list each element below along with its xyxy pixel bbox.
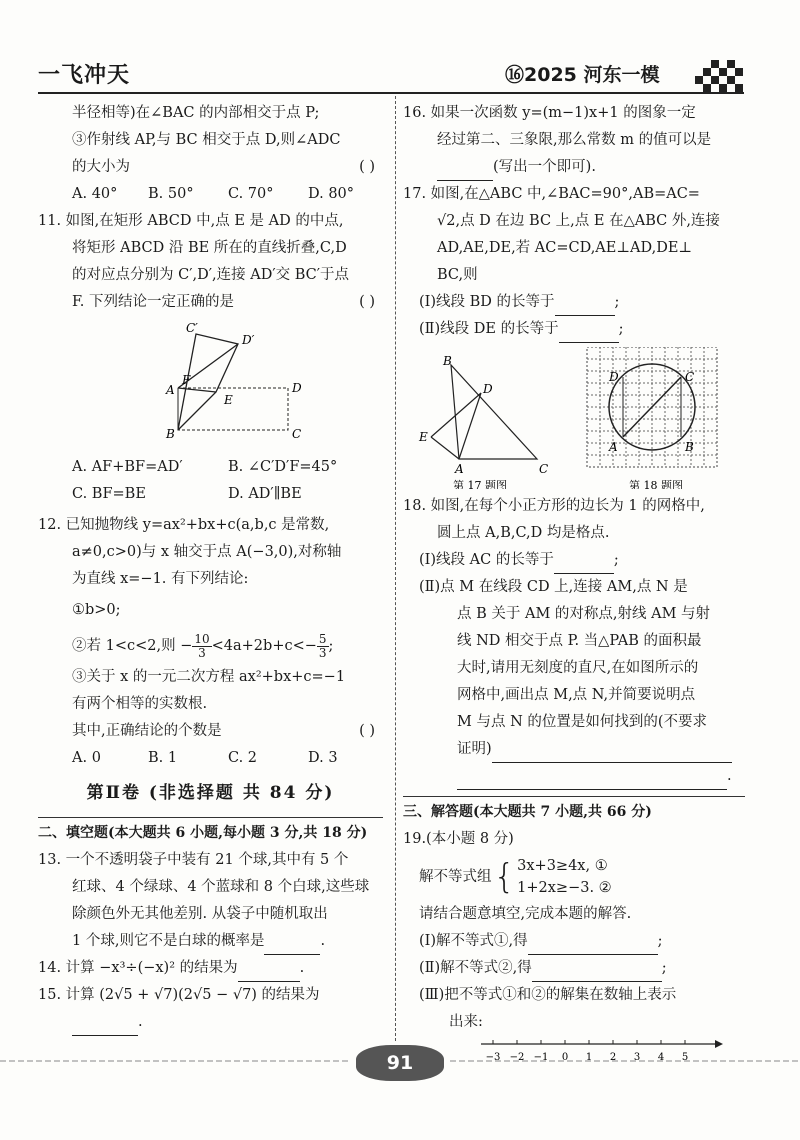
q18-ii-line: 大时,请用无刻度的直尺,在如图所示的 (457, 660, 699, 676)
label-c1: C′ (186, 321, 198, 335)
label-c: C (539, 462, 549, 476)
label-d: D (609, 370, 619, 384)
tick-label: 2 (609, 1052, 617, 1063)
fill-section-title: 二、填空题(本大题共 6 小题,每小题 3 分,共 18 分) (38, 817, 383, 847)
q17-line: 17. 如图,在△ABC 中,∠BAC=90°,AB=AC= (403, 186, 700, 202)
rectangle-abcd-dashed (178, 388, 288, 430)
q15-answer: . (38, 1009, 383, 1036)
label-a: A (166, 383, 175, 397)
q12-ask: 其中,正确结论的个数是 ( ) (38, 718, 383, 745)
q19-ii: (Ⅱ)解不等式②,得 ; (403, 955, 745, 982)
figures-17-18 (403, 347, 745, 489)
answer-blank[interactable] (532, 963, 662, 982)
q18-i: (Ⅰ)线段 AC 的长等于 ; (403, 547, 745, 574)
q11-options-row1 (38, 454, 383, 481)
q17-line: √2,点 D 在边 BC 上,点 E 在△ABC 外,连接 (437, 213, 720, 229)
q17-i: (Ⅰ)线段 BD 的长等于 ; (403, 289, 745, 316)
q19-iii: (Ⅲ)把不等式①和②的解集在数轴上表示 (419, 987, 677, 1003)
q11-options-row2 (38, 481, 383, 508)
tick-label: 5 (681, 1052, 689, 1063)
answer-blank[interactable] (492, 744, 732, 763)
q19-system: 解不等式组 { 3x+3≥4x, ① 1+2x≥−3. ② (419, 857, 612, 897)
answer-bracket[interactable]: ( ) (359, 294, 375, 310)
q13-line: 除颜色外无其他差别. 从袋子中随机取出 (72, 906, 328, 922)
label-d: D (483, 382, 493, 396)
answer-bracket[interactable]: ( ) (359, 159, 375, 175)
answer-blank[interactable] (559, 324, 619, 343)
option[interactable]: B. ∠C′D′F=45° (228, 459, 338, 475)
q17-ii: (Ⅱ)线段 DE 的长等于 ; (403, 316, 745, 343)
q18-ii-line: M 与点 N 的位置是如何找到的(不要求 (457, 714, 708, 730)
q16-line: 经过第二、三象限,那么常数 m 的值可以是 (437, 132, 712, 148)
q11-line: 的对应点分别为 C′,D′,连接 AD′交 BC′于点 (72, 267, 350, 283)
q10-options (38, 181, 383, 208)
tick-label: 0 (561, 1052, 569, 1063)
q16-line: (写出一个即可). (403, 154, 745, 181)
q18-ii-line: 点 B 关于 AM 的对称点,射线 AM 与射 (457, 606, 711, 622)
q11-line: F. 下列结论一定正确的是 ( ) (38, 289, 383, 316)
q18-line: 18. 如图,在每个小正方形的边长为 1 的网格中, (403, 498, 705, 514)
option[interactable]: D. AD′∥BE (228, 486, 302, 502)
q18-answer-line: . (403, 763, 745, 790)
header-rule (38, 92, 744, 94)
q15-line: 15. 计算 (2√5 + √7)(2√5 − √7) 的结果为 (38, 987, 320, 1003)
label-f: F (182, 373, 191, 387)
q19-i: (Ⅰ)解不等式①,得 ; (403, 928, 745, 955)
label-c: C (685, 370, 695, 384)
q13-line: 红球、4 个绿球、4 个蓝球和 8 个白球,这些球 (72, 879, 370, 895)
label-a: A (455, 462, 464, 476)
tick-label: −2 (509, 1052, 525, 1063)
option[interactable]: A. AF+BF=AD′ (72, 459, 183, 475)
q18-ii-line: 线 ND 相交于点 P. 当△PAB 的面积最 (457, 633, 702, 649)
tick-label: 4 (657, 1052, 665, 1063)
label-e: E (224, 393, 233, 407)
q10-line: ③作射线 AP,与 BC 相交于点 D,则∠ADC (72, 132, 341, 148)
q11-figure (38, 320, 383, 450)
segment-ae (178, 388, 216, 392)
q16-line: 16. 如果一次函数 y=(m−1)x+1 的图象一定 (403, 105, 696, 121)
tick-label: −3 (485, 1052, 501, 1063)
q10-line: 的大小为 ( ) (38, 154, 383, 181)
answer-blank[interactable] (238, 963, 300, 982)
tick-label: 1 (585, 1052, 593, 1063)
brace: { (493, 857, 516, 897)
q13-line: 13. 一个不透明袋子中装有 21 个球,其中有 5 个 (38, 852, 349, 868)
fraction: $\frac{10}{3}$ (194, 631, 210, 660)
option[interactable]: C. BF=BE (72, 486, 146, 502)
q12-item3: ③关于 x 的一元二次方程 ax²+bx+c=−1 (72, 669, 346, 685)
q13-line: 1 个球,则它不是白球的概率是 . (38, 928, 383, 955)
option[interactable]: B. 1 (148, 750, 178, 766)
left-column (38, 100, 383, 1036)
q14-line: 14. 计算 −x³÷(−x)² 的结果为 . (38, 955, 383, 982)
q12-line: ①b>0; (72, 602, 121, 618)
inequalities: 3x+3≥4x, ① 1+2x≥−3. ② (517, 858, 612, 896)
q12-line: 为直线 x=−1. 有下列结论: (72, 571, 249, 587)
label-b: B (685, 440, 694, 454)
q19-instr: 请结合题意填空,完成本题的解答. (419, 906, 632, 922)
brand-logo: 一飞冲天 (38, 63, 131, 88)
column-divider (395, 96, 396, 1041)
q10-line: 半径相等)在∠BAC 的内部相交于点 P; (72, 105, 320, 121)
axis-arrow (715, 1040, 723, 1048)
exam-title: ⑯2025 河东一模 (505, 64, 660, 86)
q18-figure (587, 347, 717, 489)
option[interactable]: B. 50° (148, 186, 194, 202)
answer-blank[interactable] (72, 1017, 138, 1036)
q19-iii: 出来: (449, 1014, 483, 1030)
checker-decoration (695, 58, 745, 92)
q17-line: BC,则 (437, 267, 478, 283)
q17-line: AD,AE,DE,若 AC=CD,AE⊥AD,DE⊥ (437, 240, 693, 256)
q11-line: 11. 如图,在矩形 ABCD 中,点 E 是 AD 的中点, (38, 213, 344, 229)
answer-blank[interactable] (528, 936, 658, 955)
q12-options (38, 745, 383, 772)
q17-figure (418, 354, 548, 489)
answer-blank[interactable] (554, 555, 614, 574)
label-d1: D′ (242, 333, 255, 347)
label-a: A (609, 440, 618, 454)
tick-label: 3 (633, 1052, 641, 1063)
option[interactable]: A. 40° (72, 186, 118, 202)
fig18-caption: 第 18 题图 (629, 479, 683, 489)
part2-title: 第Ⅱ卷 (非选择题 共 84 分) (86, 783, 335, 803)
tick-label: −1 (533, 1052, 549, 1063)
option[interactable]: A. 0 (72, 750, 101, 766)
segment-ae (431, 437, 459, 459)
label-e: E (419, 430, 428, 444)
option[interactable]: D. 80° (308, 186, 355, 202)
solve-section-title: 三、解答题(本大题共 7 小题,共 66 分) (403, 796, 745, 826)
label-d: D (292, 381, 302, 395)
answer-bracket[interactable]: ( ) (359, 723, 375, 739)
answer-blank[interactable] (555, 297, 615, 316)
q18-ii-line: (Ⅱ)点 M 在线段 CD 上,连接 AM,点 N 是 (419, 579, 688, 595)
q12-line: a≠0,c>0)与 x 轴交于点 A(−3,0),对称轴 (72, 544, 342, 560)
answer-blank[interactable] (437, 162, 493, 181)
answer-blank[interactable] (457, 771, 727, 790)
option[interactable]: C. 70° (228, 186, 274, 202)
q12-line: 12. 已知抛物线 y=ax²+bx+c(a,b,c 是常数, (38, 517, 330, 533)
q19-title: 19.(本小题 8 分) (403, 831, 514, 847)
right-column (403, 100, 745, 1080)
q18-ii-line: 网格中,画出点 M,点 N,并简要说明点 (457, 687, 696, 703)
option[interactable]: D. 3 (308, 750, 338, 766)
page-number: 91 (356, 1045, 444, 1081)
option[interactable]: C. 2 (228, 750, 258, 766)
label-b: B (443, 354, 452, 368)
fig17-caption: 第 17 题图 (453, 479, 507, 489)
label-c: C (292, 427, 302, 441)
label-b: B (166, 427, 175, 441)
q18-line: 圆上点 A,B,C,D 均是格点. (437, 525, 610, 541)
q11-line: 将矩形 ABCD 沿 BE 所在的直线折叠,C,D (72, 240, 347, 256)
q12-item3: 有两个相等的实数根. (72, 696, 208, 712)
q18-ii-last: 证明) (403, 736, 745, 763)
q12-item2: ②若 1<c<2,则 − $\frac{10}{3}$ <4a+2b+c<− $\frac{5}{3}$ ; (72, 631, 334, 660)
answer-blank[interactable] (264, 936, 320, 955)
fraction: $\frac{5}{3}$ (318, 631, 327, 660)
